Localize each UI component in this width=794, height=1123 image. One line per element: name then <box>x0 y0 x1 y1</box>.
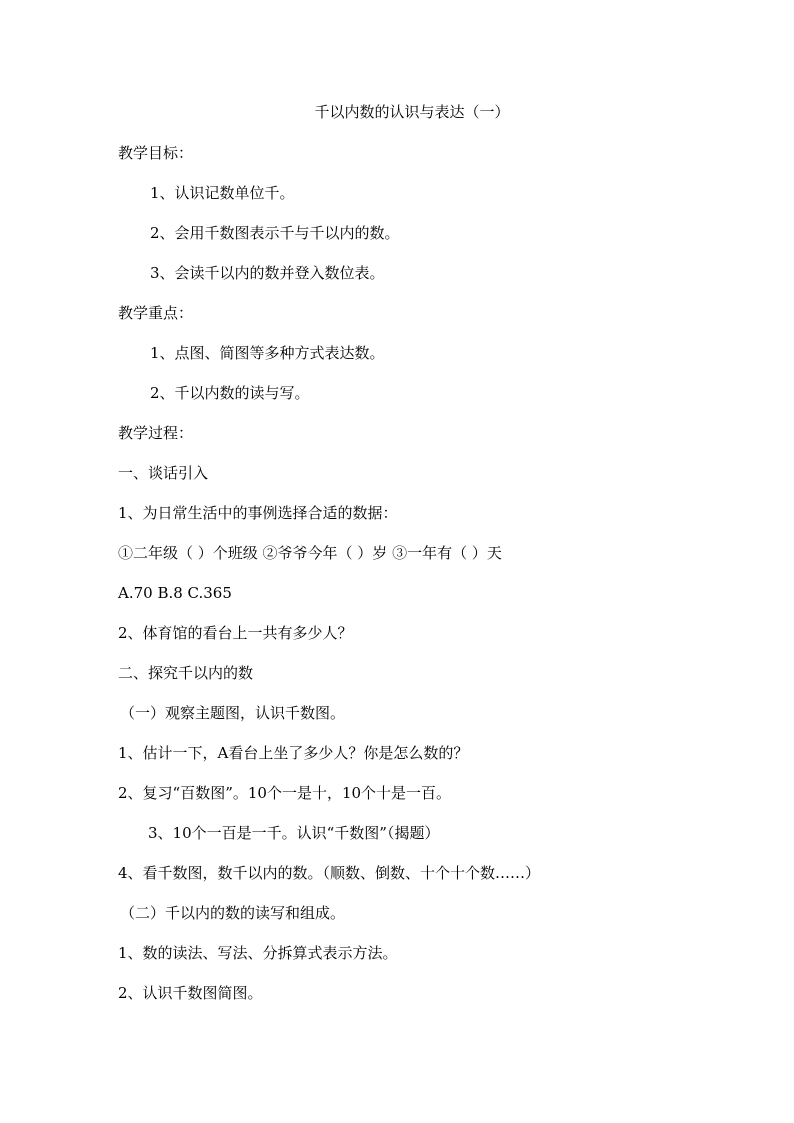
step-5: 1、数的读法、写法、分拆算式表示方法。 <box>118 944 398 962</box>
objective-item-3: 3、会读千以内的数并登入数位表。 <box>150 264 385 282</box>
subpart-heading-1: （一）观察主题图，认识千数图。 <box>120 704 346 722</box>
step-6: 2、认识千数图简图。 <box>118 984 263 1002</box>
step-4: 4、看千数图，数千以内的数。（顺数、倒数、十个十个数……） <box>118 864 541 882</box>
key-point-item-1: 1、点图、简图等多种方式表达数。 <box>150 344 385 362</box>
part-heading-explore: 二、探究千以内的数 <box>118 664 254 682</box>
section-heading-objectives: 教学目标： <box>118 144 194 162</box>
step-3: 3、10个一百是一千。认识“千数图”（揭题） <box>148 824 440 842</box>
section-heading-key-points: 教学重点： <box>118 304 194 322</box>
subpart-heading-2: （二）千以内的数的读写和组成。 <box>120 904 346 922</box>
question-1-blanks: ①二年级（ ）个班级 ②爷爷今年（ ）岁 ③一年有（ ）天 <box>118 544 502 562</box>
document-title: 千以内数的认识与表达（一） <box>314 103 510 121</box>
key-point-item-2: 2、千以内数的读与写。 <box>150 384 310 402</box>
step-1: 1、估计一下，A看台上坐了多少人？你是怎么数的？ <box>118 744 469 762</box>
question-1: 1、为日常生活中的事例选择合适的数据： <box>118 504 398 522</box>
section-heading-process: 教学过程： <box>118 424 194 442</box>
question-2: 2、体育馆的看台上一共有多少人？ <box>118 624 353 642</box>
question-1-options: A.70 B.8 C.365 <box>118 584 232 602</box>
step-2: 2、复习“百数图”。10个一是十，10个十是一百。 <box>118 784 452 802</box>
objective-item-1: 1、认识记数单位千。 <box>150 184 295 202</box>
objective-item-2: 2、会用千数图表示千与千以内的数。 <box>150 224 400 242</box>
part-heading-intro: 一、谈话引入 <box>118 464 209 482</box>
